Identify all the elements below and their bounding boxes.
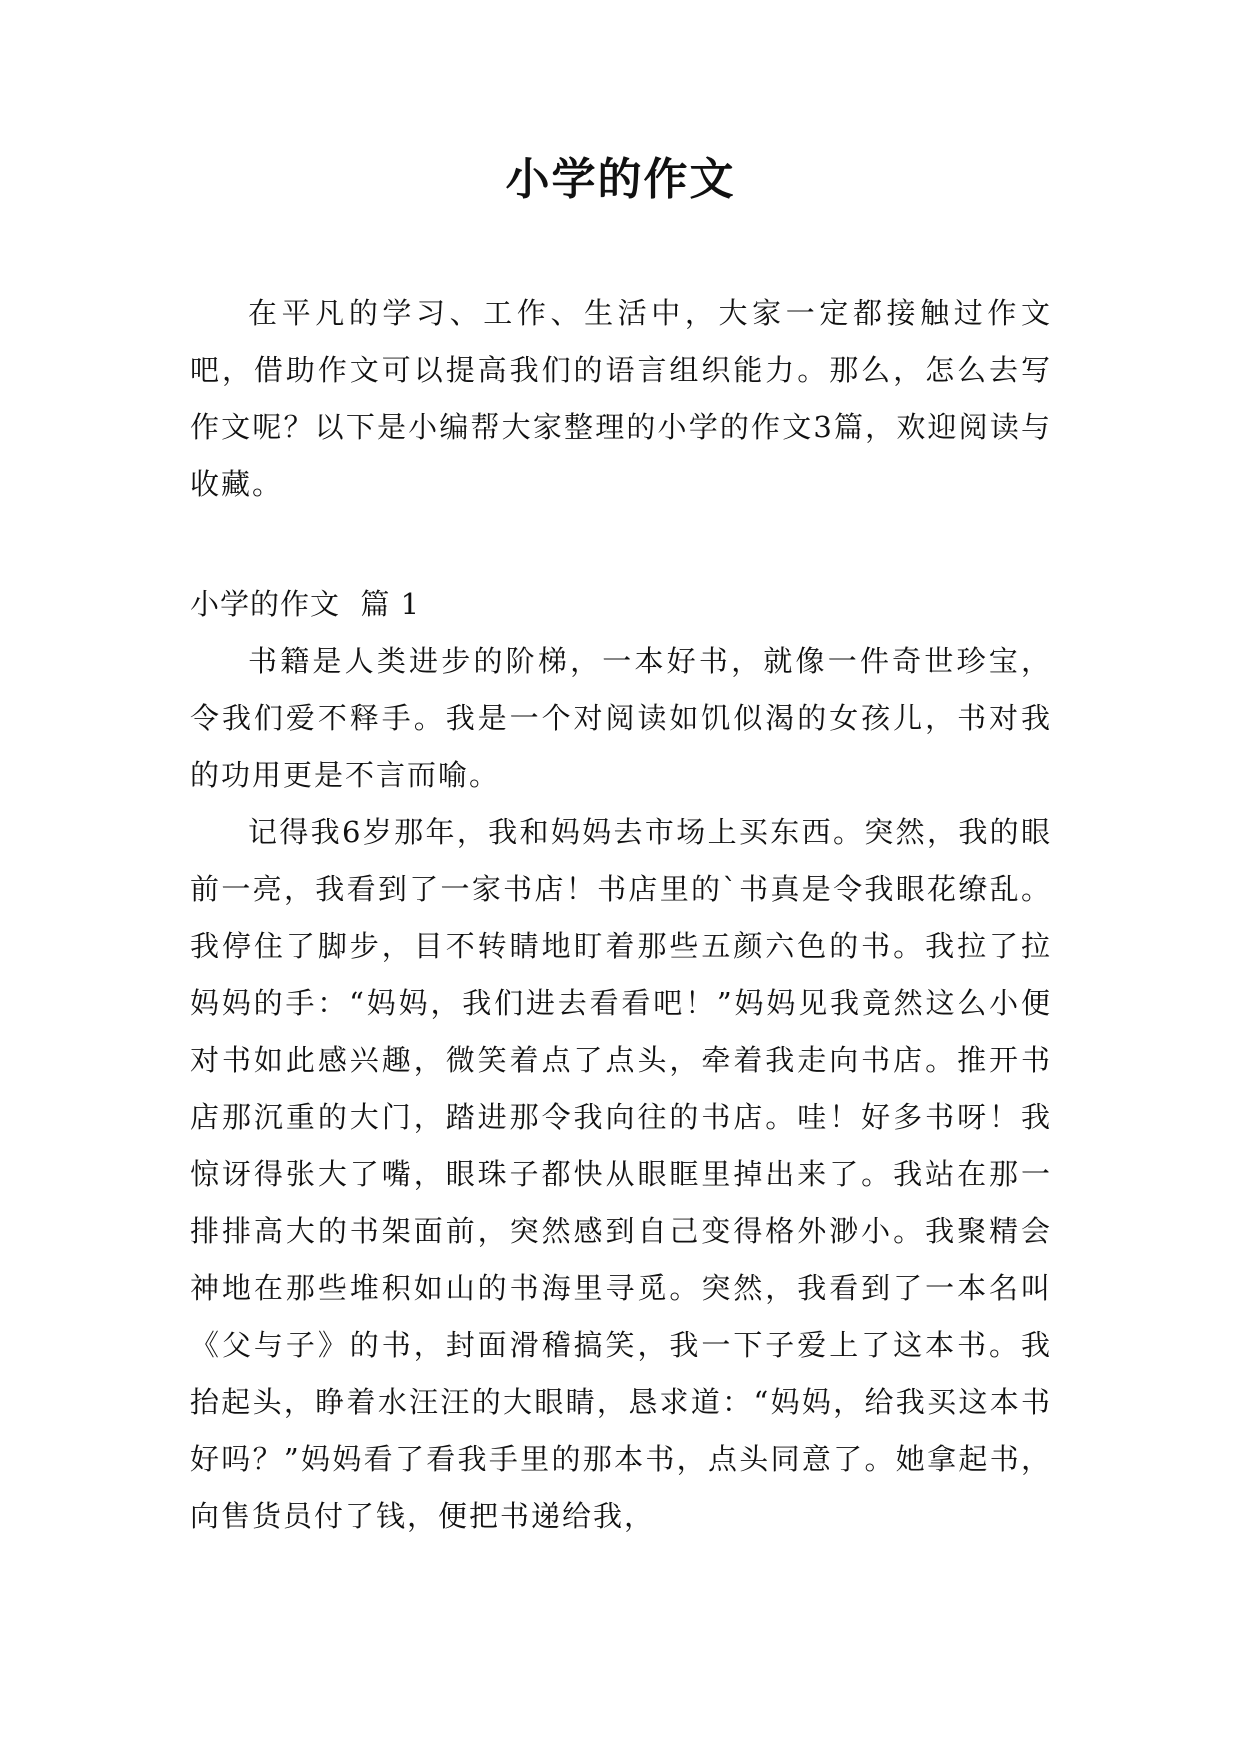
section-paragraph-2: 记得我6岁那年，我和妈妈去市场上买东西。突然，我的眼前一亮，我看到了一家书店！书店里的`书真是令我眼花缭乱。我停住了脚步，目不转睛地盯着那些五颜六色的书。我拉了拉妈妈的手：“妈妈，我们进去看看吧！”妈妈见我竟然这么小便对书如此感兴趣，微笑着点了点头，牵着我走向书店。推开书店那沉重的大门，踏进那令我向往的书店。哇！好多书呀！我惊讶得张大了嘴，眼珠子都快从眼眶里掉出来了。我站在那一排排高大的书架面前，突然感到自己变得格外渺小。我聚精会神地在那些堆积如山的书海里寻觅。突然，我看到了一本名叫《父与子》的书，封面滑稽搞笑，我一下子爱上了这本书。我抬起头，睁着水汪汪的大眼睛，恳求道：“妈妈，给我买这本书好吗？”妈妈看了看我手里的那本书，点头同意了。她拿起书，向售货员付了钱，便把书递给我， [190,815,1052,1533]
document-body [190,285,1052,1545]
document-title: 小学的作文 [505,154,736,205]
section-paragraph-1: 书籍是人类进步的阶梯，一本好书，就像一件奇世珍宝，令我们爱不释手。我是一个对阅读如饥似渴的女孩儿，书对我的功用更是不言而喻。 [190,644,1052,792]
section-heading: 小学的作文 篇 1 [190,587,421,621]
intro-paragraph: 在平凡的学习、工作、生活中，大家一定都接触过作文吧，借助作文可以提高我们的语言组织能力。那么，怎么去写作文呢？以下是小编帮大家整理的小学的作文3篇，欢迎阅读与收藏。 [190,296,1052,501]
section-spacer [190,513,1052,576]
